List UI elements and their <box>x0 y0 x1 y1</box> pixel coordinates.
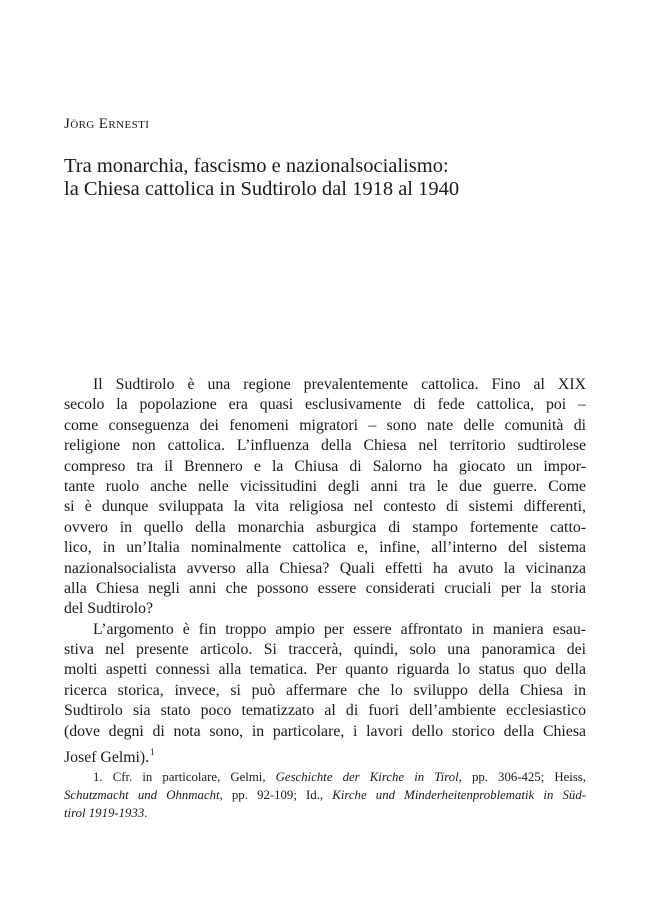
footnote-work-title: Kirche und Minderheitenproblematik in Süd- <box>332 788 586 802</box>
body-line: secolo la popolazione era quasi esclusivamente di fede cattolica, poi – <box>64 396 586 414</box>
body-line: ovvero in quello della monarchia asburgica di stampo fortemente catto- <box>64 518 586 536</box>
body-line: tante ruolo anche nelle vicissitudini degli anni tra le due guerre. Come <box>64 477 586 495</box>
body-line: alla Chiesa negli anni che possono essere considerati cruciali per la storia <box>64 579 586 597</box>
body-line: compreso tra il Brennero e la Chiusa di Salorno ha giocato un impor- <box>64 457 586 475</box>
body-line: stiva nel presente articolo. Si traccerà, quindi, solo una panoramica dei <box>64 641 586 659</box>
body-line: molti aspetti connessi alla tematica. Per quanto riguarda lo status quo della <box>64 661 586 679</box>
footnote-work-title: tirol 1919-1933 <box>64 806 145 820</box>
body-line: come conseguenza dei fenomeni migratori – sono nate delle comunità di <box>64 416 586 434</box>
footnote-work-title: Geschichte der Kirche in Tirol <box>275 770 459 784</box>
footnote-line <box>64 804 586 822</box>
footnote-text: , pp. 306-425; Heiss, <box>458 770 586 784</box>
body-line-text: Josef Gelmi). <box>64 749 150 767</box>
title-line: la Chiesa cattolica in Sudtirolo dal 1918 al 1940 <box>64 178 460 200</box>
body-line: si è dunque sviluppata la vita religiosa nel contesto di sistemi differenti, <box>64 498 586 516</box>
footnote-line <box>64 768 586 786</box>
body-line-last <box>64 742 586 767</box>
footnote-text: , pp. 92-109; Id., <box>219 788 333 802</box>
footnotes <box>64 768 586 822</box>
body-line: L’argomento è fin troppo ampio per essere affrontato in maniera esau- <box>93 620 586 638</box>
footnote-text: 1. Cfr. in particolare, Gelmi, <box>93 770 276 784</box>
body-line: lico, in un’Italia nominalmente cattolica e, infine, all’interno del sistema <box>64 539 586 557</box>
footnote-work-title: Schutzmacht und Ohnmacht <box>64 788 220 802</box>
footnote-text: . <box>144 806 148 820</box>
footnote-ref[interactable]: 1 <box>150 747 155 758</box>
body-line: ricerca storica, invece, si può affermare che lo sviluppo della Chiesa in <box>64 681 586 699</box>
author-name: Jörg Ernesti <box>64 116 150 132</box>
article-title <box>64 155 584 201</box>
body-line: (dove degni di nota sono, in particolare, i lavori dello storico della Chiesa <box>64 722 586 740</box>
footnote-line <box>64 786 586 804</box>
body-line: nazionalsocialista avverso alla Chiesa? Quali effetti ha avuto la vicinanza <box>64 559 586 577</box>
body-line: Sudtirolo sia stato poco tematizzato al di fuori dell’ambiente ecclesiastico <box>64 702 586 720</box>
article-body <box>64 375 586 767</box>
body-line: del Sudtirolo? <box>64 600 154 618</box>
body-line: Il Sudtirolo è una regione prevalentemente cattolica. Fino al XIX <box>93 376 586 393</box>
body-line: religione non cattolica. L’influenza della Chiesa nel territorio sudtirolese <box>64 437 586 455</box>
title-line: Tra monarchia, fascismo e nazionalsocialismo: <box>64 155 449 177</box>
